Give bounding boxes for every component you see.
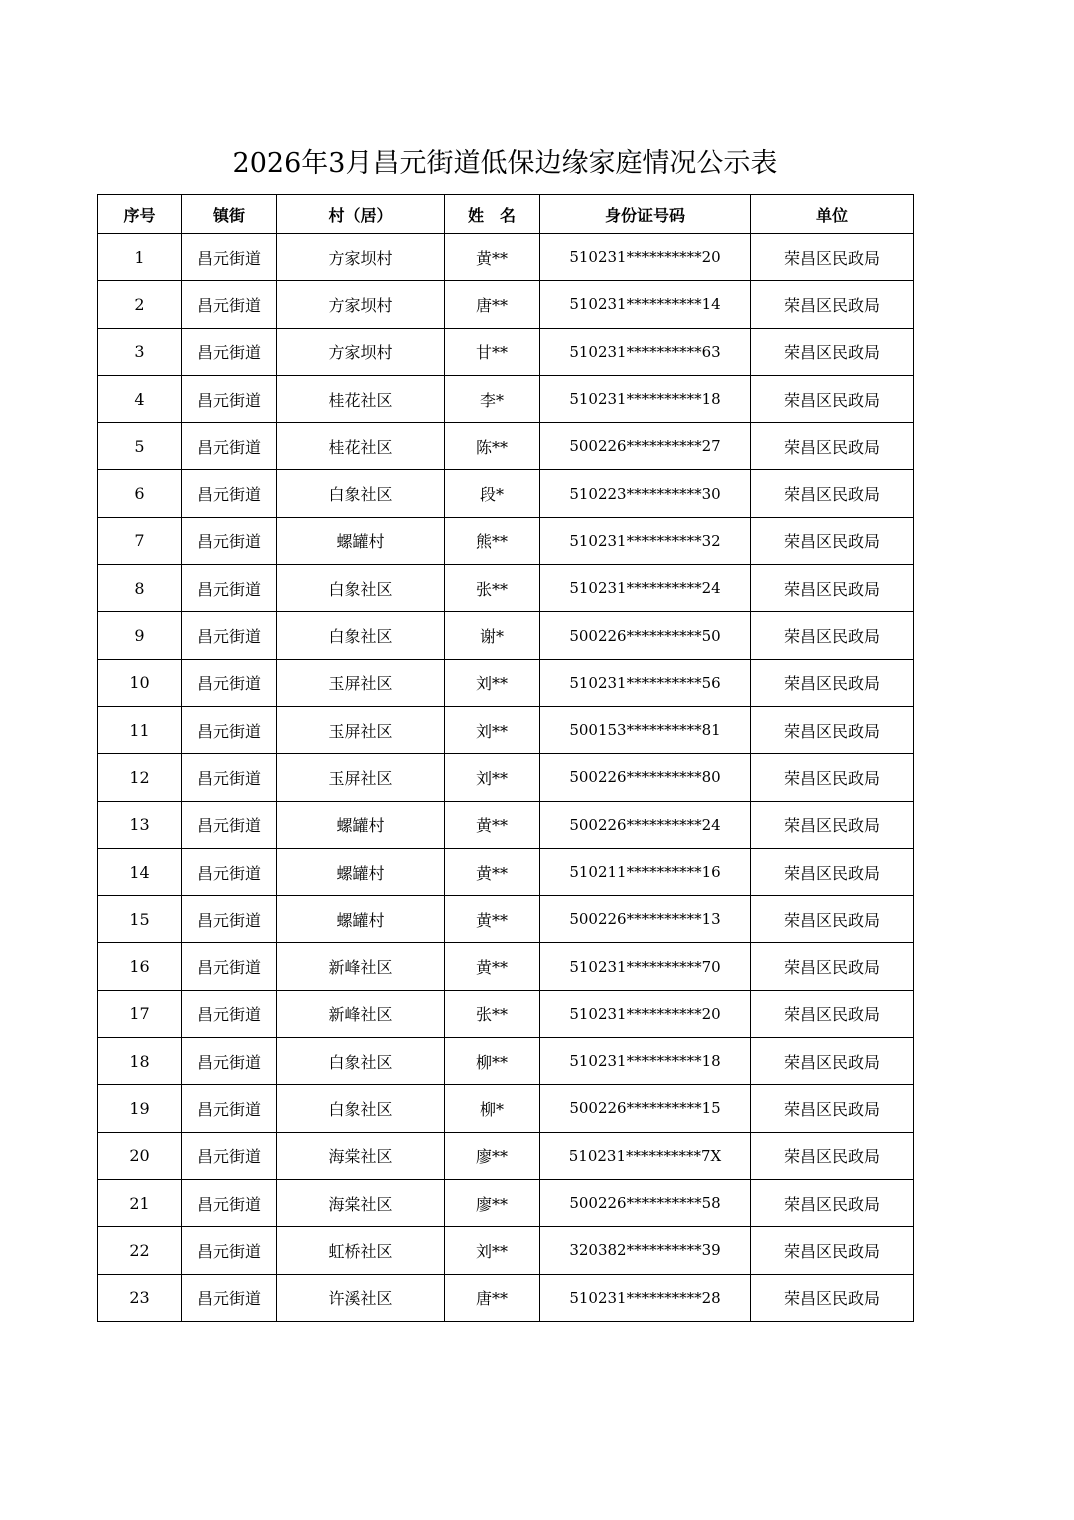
cell-id-number: 510231**********63 (540, 328, 751, 375)
cell-unit: 荣昌区民政局 (751, 1227, 914, 1274)
cell-village: 虹桥社区 (277, 1227, 445, 1274)
cell-id-number: 500226**********50 (540, 612, 751, 659)
cell-name: 谢* (445, 612, 540, 659)
cell-id-number: 500153**********81 (540, 706, 751, 753)
table-row (98, 1274, 914, 1321)
cell-town: 昌元街道 (182, 801, 277, 848)
cell-unit: 荣昌区民政局 (751, 328, 914, 375)
cell-village: 海棠社区 (277, 1179, 445, 1226)
cell-unit: 荣昌区民政局 (751, 801, 914, 848)
cell-index: 10 (98, 659, 182, 706)
cell-id-number: 500226**********58 (540, 1179, 751, 1226)
cell-name: 廖** (445, 1179, 540, 1226)
cell-unit: 荣昌区民政局 (751, 1132, 914, 1179)
table-row (98, 706, 914, 753)
cell-unit: 荣昌区民政局 (751, 565, 914, 612)
cell-name: 黄** (445, 234, 540, 281)
cell-unit: 荣昌区民政局 (751, 896, 914, 943)
cell-town: 昌元街道 (182, 896, 277, 943)
cell-name: 黄** (445, 848, 540, 895)
header-row (98, 195, 914, 234)
cell-id-number: 510231**********20 (540, 234, 751, 281)
cell-index: 23 (98, 1274, 182, 1321)
cell-village: 螺罐村 (277, 801, 445, 848)
table-row (98, 896, 914, 943)
cell-id-number: 510231**********70 (540, 943, 751, 990)
cell-village: 玉屏社区 (277, 659, 445, 706)
cell-name: 李* (445, 375, 540, 422)
table-row (98, 375, 914, 422)
cell-index: 6 (98, 470, 182, 517)
cell-village: 桂花社区 (277, 375, 445, 422)
cell-index: 21 (98, 1179, 182, 1226)
cell-id-number: 500226**********15 (540, 1085, 751, 1132)
cell-village: 玉屏社区 (277, 706, 445, 753)
table-row (98, 234, 914, 281)
cell-town: 昌元街道 (182, 848, 277, 895)
cell-name: 黄** (445, 801, 540, 848)
cell-index: 13 (98, 801, 182, 848)
cell-name: 刘** (445, 754, 540, 801)
cell-name: 廖** (445, 1132, 540, 1179)
cell-index: 1 (98, 234, 182, 281)
cell-unit: 荣昌区民政局 (751, 848, 914, 895)
header-id-number: 身份证号码 (540, 195, 751, 234)
cell-village: 方家坝村 (277, 234, 445, 281)
header-name: 姓 名 (445, 195, 540, 234)
table-row (98, 612, 914, 659)
cell-id-number: 510231**********28 (540, 1274, 751, 1321)
cell-index: 18 (98, 1038, 182, 1085)
table-row (98, 990, 914, 1037)
cell-unit: 荣昌区民政局 (751, 517, 914, 564)
cell-town: 昌元街道 (182, 1132, 277, 1179)
cell-id-number: 510231**********56 (540, 659, 751, 706)
cell-unit: 荣昌区民政局 (751, 706, 914, 753)
cell-unit: 荣昌区民政局 (751, 659, 914, 706)
cell-unit: 荣昌区民政局 (751, 1274, 914, 1321)
table-row (98, 659, 914, 706)
cell-name: 甘** (445, 328, 540, 375)
cell-name: 唐** (445, 281, 540, 328)
cell-town: 昌元街道 (182, 281, 277, 328)
header-village: 村（居） (277, 195, 445, 234)
header-index: 序号 (98, 195, 182, 234)
cell-name: 柳* (445, 1085, 540, 1132)
cell-name: 刘** (445, 1227, 540, 1274)
table-row (98, 1085, 914, 1132)
cell-town: 昌元街道 (182, 1227, 277, 1274)
cell-village: 玉屏社区 (277, 754, 445, 801)
cell-unit: 荣昌区民政局 (751, 281, 914, 328)
cell-town: 昌元街道 (182, 659, 277, 706)
cell-index: 17 (98, 990, 182, 1037)
cell-id-number: 510211**********16 (540, 848, 751, 895)
cell-unit: 荣昌区民政局 (751, 234, 914, 281)
cell-village: 螺罐村 (277, 517, 445, 564)
cell-index: 9 (98, 612, 182, 659)
cell-id-number: 510231**********14 (540, 281, 751, 328)
table-header (98, 195, 914, 234)
cell-town: 昌元街道 (182, 990, 277, 1037)
cell-id-number: 510223**********30 (540, 470, 751, 517)
cell-index: 8 (98, 565, 182, 612)
cell-unit: 荣昌区民政局 (751, 423, 914, 470)
cell-index: 3 (98, 328, 182, 375)
cell-id-number: 510231**********18 (540, 1038, 751, 1085)
cell-index: 19 (98, 1085, 182, 1132)
table-row (98, 754, 914, 801)
cell-unit: 荣昌区民政局 (751, 1038, 914, 1085)
cell-town: 昌元街道 (182, 1179, 277, 1226)
cell-village: 新峰社区 (277, 990, 445, 1037)
cell-index: 11 (98, 706, 182, 753)
cell-index: 5 (98, 423, 182, 470)
cell-id-number: 510231**********24 (540, 565, 751, 612)
cell-name: 熊** (445, 517, 540, 564)
cell-name: 刘** (445, 659, 540, 706)
table-row (98, 517, 914, 564)
cell-village: 白象社区 (277, 1038, 445, 1085)
cell-unit: 荣昌区民政局 (751, 612, 914, 659)
cell-unit: 荣昌区民政局 (751, 943, 914, 990)
header-town: 镇街 (182, 195, 277, 234)
cell-town: 昌元街道 (182, 517, 277, 564)
table-row (98, 470, 914, 517)
cell-index: 4 (98, 375, 182, 422)
cell-name: 张** (445, 990, 540, 1037)
cell-id-number: 320382**********39 (540, 1227, 751, 1274)
cell-id-number: 500226**********13 (540, 896, 751, 943)
table-row (98, 1132, 914, 1179)
cell-name: 黄** (445, 943, 540, 990)
cell-unit: 荣昌区民政局 (751, 754, 914, 801)
table-row (98, 1179, 914, 1226)
page-title: 2026年3月昌元街道低保边缘家庭情况公示表 (232, 148, 778, 179)
cell-town: 昌元街道 (182, 1085, 277, 1132)
cell-village: 新峰社区 (277, 943, 445, 990)
cell-village: 白象社区 (277, 470, 445, 517)
cell-town: 昌元街道 (182, 328, 277, 375)
header-unit: 单位 (751, 195, 914, 234)
cell-id-number: 500226**********80 (540, 754, 751, 801)
cell-village: 方家坝村 (277, 281, 445, 328)
cell-name: 段* (445, 470, 540, 517)
table-row (98, 1038, 914, 1085)
cell-id-number: 510231**********7X (540, 1132, 751, 1179)
cell-name: 唐** (445, 1274, 540, 1321)
cell-unit: 荣昌区民政局 (751, 470, 914, 517)
table-row (98, 1227, 914, 1274)
cell-town: 昌元街道 (182, 1274, 277, 1321)
cell-name: 陈** (445, 423, 540, 470)
table-row (98, 328, 914, 375)
cell-unit: 荣昌区民政局 (751, 1179, 914, 1226)
cell-village: 许溪社区 (277, 1274, 445, 1321)
cell-village: 白象社区 (277, 612, 445, 659)
cell-village: 螺罐村 (277, 848, 445, 895)
cell-town: 昌元街道 (182, 754, 277, 801)
cell-town: 昌元街道 (182, 706, 277, 753)
table-row (98, 423, 914, 470)
cell-index: 15 (98, 896, 182, 943)
cell-village: 白象社区 (277, 1085, 445, 1132)
table-row (98, 281, 914, 328)
table-row (98, 801, 914, 848)
cell-name: 柳** (445, 1038, 540, 1085)
cell-name: 张** (445, 565, 540, 612)
table-row (98, 943, 914, 990)
cell-town: 昌元街道 (182, 470, 277, 517)
cell-village: 白象社区 (277, 565, 445, 612)
cell-unit: 荣昌区民政局 (751, 1085, 914, 1132)
cell-village: 方家坝村 (277, 328, 445, 375)
cell-unit: 荣昌区民政局 (751, 990, 914, 1037)
cell-unit: 荣昌区民政局 (751, 375, 914, 422)
cell-index: 14 (98, 848, 182, 895)
cell-id-number: 510231**********18 (540, 375, 751, 422)
table-row (98, 848, 914, 895)
cell-id-number: 510231**********20 (540, 990, 751, 1037)
cell-id-number: 510231**********32 (540, 517, 751, 564)
cell-village: 桂花社区 (277, 423, 445, 470)
table-row (98, 565, 914, 612)
publicity-table (97, 194, 914, 1322)
cell-index: 22 (98, 1227, 182, 1274)
cell-village: 海棠社区 (277, 1132, 445, 1179)
cell-town: 昌元街道 (182, 565, 277, 612)
cell-index: 20 (98, 1132, 182, 1179)
cell-id-number: 500226**********24 (540, 801, 751, 848)
cell-town: 昌元街道 (182, 375, 277, 422)
table-body (98, 234, 914, 1322)
cell-town: 昌元街道 (182, 423, 277, 470)
cell-id-number: 500226**********27 (540, 423, 751, 470)
cell-town: 昌元街道 (182, 612, 277, 659)
cell-index: 12 (98, 754, 182, 801)
cell-index: 16 (98, 943, 182, 990)
cell-town: 昌元街道 (182, 1038, 277, 1085)
cell-name: 黄** (445, 896, 540, 943)
cell-village: 螺罐村 (277, 896, 445, 943)
cell-name: 刘** (445, 706, 540, 753)
cell-town: 昌元街道 (182, 234, 277, 281)
cell-index: 7 (98, 517, 182, 564)
cell-index: 2 (98, 281, 182, 328)
cell-town: 昌元街道 (182, 943, 277, 990)
